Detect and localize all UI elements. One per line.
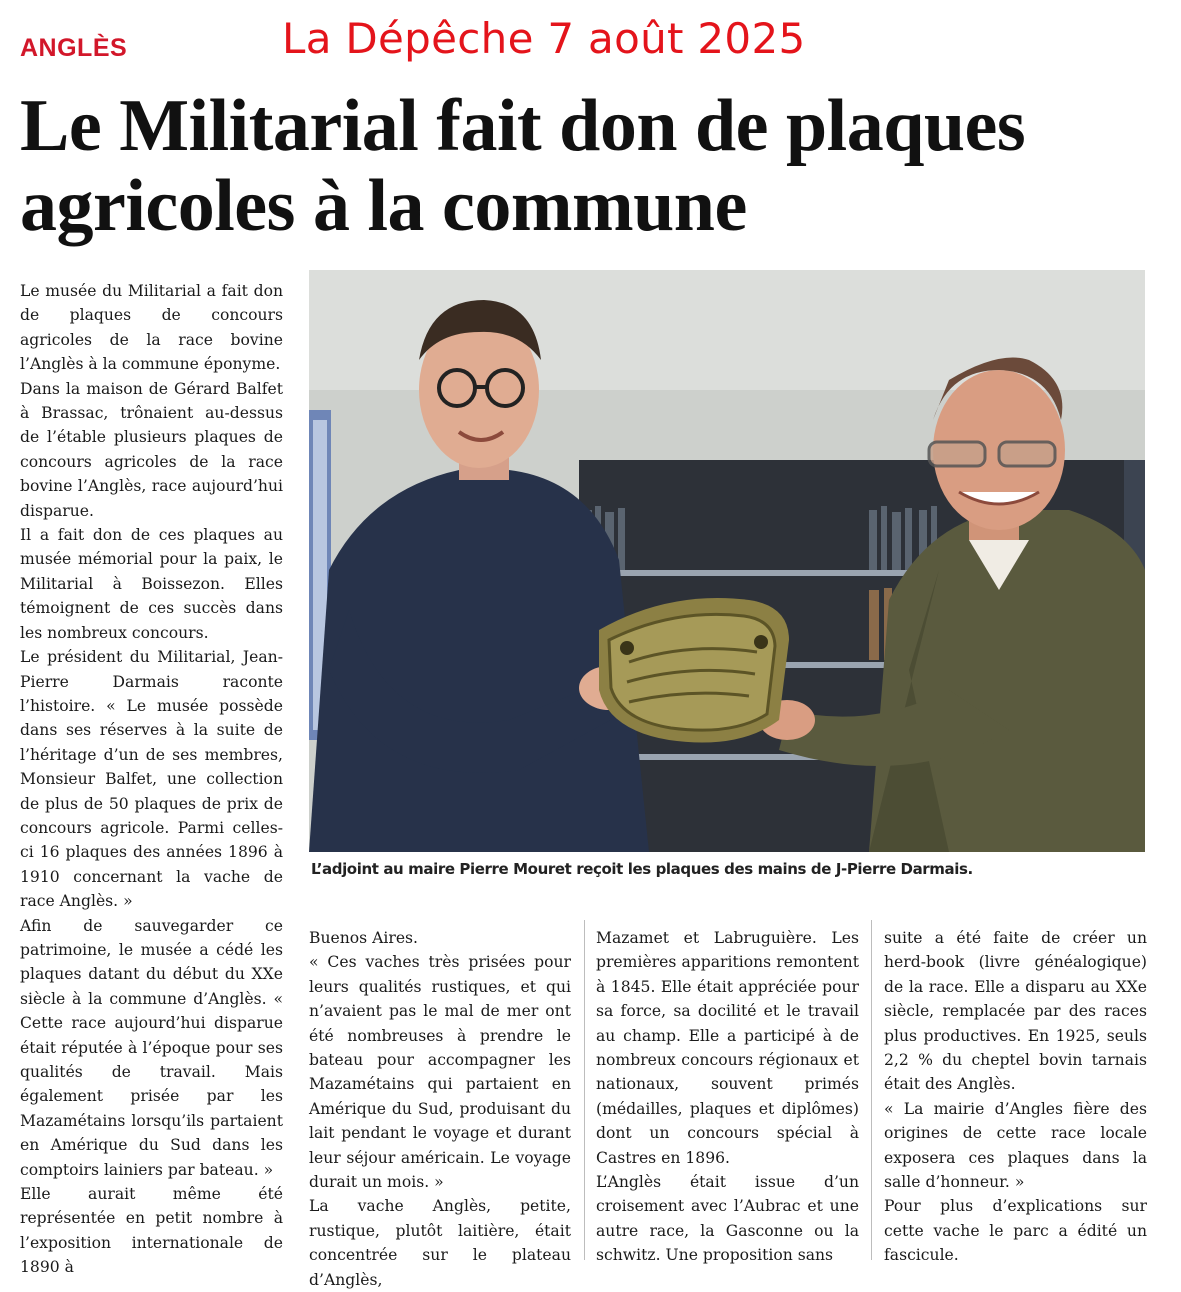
headline-line-2: agricoles à la commune	[20, 165, 747, 247]
paragraph: Le président du Militarial, Jean-Pierre Darmais raconte l’histoire. « Le musée possède dans ses réserves à la suite de l’héritage d’un de ses membres, Monsieur Balfet, une collection de plus de 50 plaques de prix de concours agricole. Parmi celles-ci 16 plaques des années 1896 à 1910 concernant la vache de race Anglès. »	[20, 648, 283, 911]
article-photo	[309, 270, 1145, 852]
article-column-4	[884, 926, 1147, 1266]
paragraph: Buenos Aires.	[309, 929, 419, 947]
article-column-1	[20, 279, 283, 1280]
article-column-3	[596, 926, 859, 1266]
publication-dateline: La Dépêche 7 août 2025	[282, 14, 806, 63]
headline-line-1: Le Militarial fait don de plaques	[20, 85, 1026, 167]
photo-caption: L’adjoint au maire Pierre Mouret reçoit les plaques des mains de J-Pierre Darmais.	[311, 860, 973, 878]
paragraph: « Ces vaches très prisées pour leurs qualités rustiques, et qui n’avaient pas le mal de mer ont été nombreuses à prendre le bateau pour accompagner les Mazamétains qui partaient en Amérique du Sud, produisant du lait pendant le voyage et durant leur séjour américain. Le voyage durait un mois. »	[309, 953, 571, 1192]
photo-illustration	[309, 270, 1145, 852]
article-headline	[20, 86, 1170, 246]
article-column-2	[309, 926, 571, 1289]
paragraph: Afin de sauvegarder ce patrimoine, le musée a cédé les plaques datant du début du XXe siècle à la commune d’Anglès. « Cette race aujourd’hui disparue était réputée à l’époque pour ses qualités de travail. Mais également prisée par les Mazamétains lorsqu’ils partaient en Amérique du Sud dans les comptoirs lainiers par bateau. »	[20, 916, 283, 1179]
paragraph: La vache Anglès, petite, rustique, plutôt laitière, était concentrée sur le plateau d’Anglès,	[309, 1197, 571, 1289]
paragraph: Mazamet et Labruguière. Les premières apparitions remontent à 1845. Elle était appréciée pour sa force, sa docilité et le travail au champ. Elle a participé à de nombreux concours régionaux et nationaux, souvent primés (médailles, plaques et diplômes) dont un concours spécial à Castres en 1896.	[596, 929, 859, 1167]
column-divider	[871, 920, 872, 1260]
section-kicker: ANGLÈS	[20, 34, 128, 62]
paragraph: Il a fait don de ces plaques au musée mémorial pour la paix, le Militarial à Boissezon. Elles témoignent de ces succès dans les nombreux concours.	[20, 526, 283, 642]
column-divider	[584, 920, 585, 1260]
paragraph: L’Anglès était issue d’un croisement avec l’Aubrac et une autre race, la Gasconne ou la schwitz. Une proposition sans	[596, 1173, 859, 1265]
paragraph: Elle aurait même été représentée en petit nombre à l’exposition internationale de 1890 à	[20, 1185, 283, 1277]
paragraph: Dans la maison de Gérard Balfet à Brassac, trônaient au-dessus de l’étable plusieurs plaques de concours agricoles de la race bovine l’Anglès, race aujourd’hui disparue.	[20, 379, 283, 520]
paragraph: suite a été faite de créer un herd-book (livre généalogique) de la race. Elle a disparu au XXe siècle, remplacée par des races plus productives. En 1925, seuls 2,2 % du cheptel bovin tarnais était des Anglès.	[884, 929, 1147, 1094]
paragraph: « La mairie d’Angles fière des origines de cette race locale exposera ces plaques dans la salle d’honneur. »	[884, 1099, 1147, 1192]
paragraph: Pour plus d’explications sur cette vache le parc a édité un fascicule.	[884, 1197, 1147, 1265]
paragraph: Le musée du Militarial a fait don de plaques de concours agricoles de la race bovine l’Anglès à la commune éponyme.	[20, 282, 283, 374]
